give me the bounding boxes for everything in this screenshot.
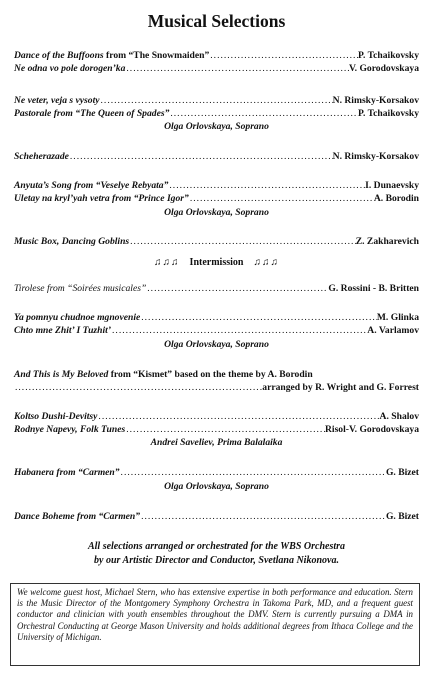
work-title: Scheherazade (14, 151, 69, 162)
composer: N. Rimsky-Korsakov (332, 95, 419, 106)
dot-leader (169, 108, 358, 120)
music-notes-icon: ♫♫♫ (253, 257, 279, 268)
page-title: Musical Selections (147, 11, 286, 31)
work-title: Dance of the Buffoons (14, 50, 104, 61)
selection-row (14, 424, 419, 436)
work-title: Tirolese from “Soirées musicales” (14, 283, 147, 294)
work-title: Pastorale from “The Queen of Spades” (14, 108, 170, 119)
composer: M. Glinka (376, 312, 419, 323)
performer-credit: Olga Orlovskaya, Soprano (164, 207, 269, 218)
composer: N. Rimsky-Korsakov (332, 151, 419, 162)
work-title: And This is My Beloved (14, 369, 109, 380)
selection-row (14, 95, 419, 107)
selection-row (14, 283, 419, 295)
selection-row (14, 467, 419, 479)
composer: P. Tchaikovsky (358, 108, 419, 119)
dot-leader (140, 511, 386, 523)
selection-row (14, 325, 419, 337)
dot-leader (125, 424, 325, 436)
work-title: Koltso Dushi-Devitsy (14, 411, 98, 422)
work-source: from “Kismet” based on the theme by A. Borodin (108, 369, 313, 380)
composer: G. Rossini - B. Britten (328, 283, 419, 294)
dot-leader (189, 193, 374, 205)
work-title: Chto mne Zhit’ I Tuzhit’ (14, 325, 112, 336)
composer: A. Varlamov (367, 325, 419, 336)
dot-leader (209, 50, 358, 62)
dot-leader (97, 411, 379, 423)
dot-leader (69, 151, 333, 163)
dot-leader (100, 95, 333, 107)
composer: Z. Zakharevich (355, 236, 419, 247)
performer-credit: Andrei Saveliev, Prima Balalaika (150, 437, 283, 448)
composer: V. Gorodovskaya (348, 63, 419, 74)
work-title: Anyuta’s Song from “Veselye Rebyata” (14, 180, 169, 191)
work-title: Ya pomnyu chudnoe mgnovenie (14, 312, 141, 323)
arrangement-note-line: by our Artistic Director and Conductor, Svetlana Nikonova. (94, 555, 339, 566)
dot-leader (111, 325, 367, 337)
selection-row (14, 312, 419, 324)
performer-credit: Olga Orlovskaya, Soprano (164, 339, 269, 350)
dot-leader (146, 283, 328, 295)
intermission-divider (0, 257, 433, 268)
dot-leader (120, 467, 386, 479)
performer-credit: Olga Orlovskaya, Soprano (164, 481, 269, 492)
arranger-row (14, 382, 419, 394)
arranger-credit: arranged by R. Wright and G. Forrest (262, 382, 419, 393)
selection-row (14, 411, 419, 423)
performer-credit: Olga Orlovskaya, Soprano (164, 121, 269, 132)
work-title: Uletay na kryl’yah vetra from “Prince Igor” (14, 193, 189, 204)
composer: I. Dunaevsky (365, 180, 419, 191)
selection-row (14, 369, 419, 381)
selection-row (14, 108, 419, 120)
selection-row (14, 236, 419, 248)
composer: Risol-V. Gorodovskaya (324, 424, 419, 435)
selection-row (14, 193, 419, 205)
work-title: Dance Boheme from “Carmen” (14, 511, 141, 522)
selection-row (14, 511, 419, 523)
work-title: Rodnye Napevy, Folk Tunes (14, 424, 126, 435)
composer: G. Bizet (385, 511, 419, 522)
work-title: Music Box, Dancing Goblins (14, 236, 130, 247)
work-title: Ne odna vo pole dorogen’ka (14, 63, 126, 74)
dot-leader (168, 180, 365, 192)
work-title: Ne veter, veja s vysoty (14, 95, 100, 106)
arrangement-note (0, 540, 433, 568)
dot-leader (125, 63, 349, 75)
dot-leader (14, 382, 262, 394)
guest-host-bio: We welcome guest host, Michael Stern, who has extensive expertise in both performance and education. Stern is the Music Director of the Montgomery Symphony Orchestra in Takoma Park, MD, and a frequent guest conductor and clinician with youth ensembles throughout the DMV. Stern is currently pursuing a DMA in Orchestral Conducting at George Mason University and holds additional degrees from Ithaca College and the University of Michigan. (10, 583, 420, 666)
intermission-label: Intermission (189, 257, 244, 268)
music-notes-icon: ♫♫♫ (154, 257, 180, 268)
composer: A. Shalov (379, 411, 419, 422)
selection-row (14, 63, 419, 75)
selection-row (14, 180, 419, 192)
arrangement-note-line: All selections arranged or orchestrated for the WBS Orchestra (87, 541, 346, 552)
composer: A. Borodin (373, 193, 419, 204)
dot-leader (140, 312, 377, 324)
work-title: Habanera from “Carmen” (14, 467, 120, 478)
selection-row (14, 50, 419, 62)
composer: G. Bizet (385, 467, 419, 478)
dot-leader (129, 236, 356, 248)
composer: P. Tchaikovsky (358, 50, 419, 61)
work-source: from “The Snowmaiden” (103, 50, 210, 61)
selection-row (14, 151, 419, 163)
